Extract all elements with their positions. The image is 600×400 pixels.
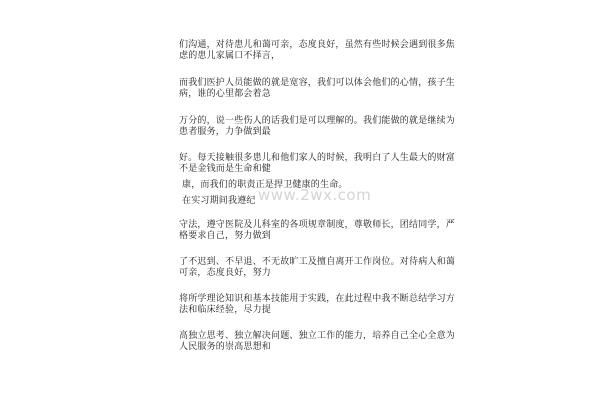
text-line: 康，而我们的职责正是捍卫健康的生命。 bbox=[182, 180, 348, 190]
text-line: 在实习期间我遵纪 bbox=[182, 196, 256, 206]
text-line: 患者服务，力争做到最 bbox=[179, 127, 272, 137]
text-line: 可亲，态度良好，努力 bbox=[179, 268, 272, 278]
text-line: 格要求自己，努力做到 bbox=[179, 231, 272, 241]
text-line: 病，谁的心里都会着急 bbox=[179, 89, 272, 99]
text-line: 人民服务的崇高思想和 bbox=[179, 342, 272, 352]
text-line: 们沟通，对待患儿和蔼可亲，态度良好，虽然有些时候会遇到很多焦 bbox=[179, 40, 456, 50]
text-line: 守法，遵守医院及儿科室的各项规章制度，尊敬师长，团结同学，严 bbox=[179, 220, 456, 230]
watermark: www.2wx.com bbox=[258, 186, 372, 204]
text-line: 将所学理论知识和基本技能用于实践，在此过程中我不断总结学习方 bbox=[179, 294, 456, 304]
text-line: 法和临床经验，尽力提 bbox=[179, 305, 272, 315]
text-line: 万分的，说一些伤人的话我们是可以理解的。我们能做的就是继续为 bbox=[179, 116, 456, 126]
text-line: 虑的患儿家属口不择言， bbox=[179, 51, 281, 61]
text-line: 好。每天接触很多患儿和他们家人的时候，我明白了人生最大的财富 bbox=[179, 153, 456, 163]
text-line: 不是金钱而是生命和健 bbox=[179, 164, 272, 174]
text-line: 高独立思考、独立解决问题、独立工作的能力，培养自己全心全意为 bbox=[179, 331, 456, 341]
text-line: 了不迟到、不早退、不无故旷工及擅自离开工作岗位。对待病人和蔼 bbox=[179, 257, 456, 267]
text-line: 而我们医护人员能做的就是宽容，我们可以体会他们的心情，孩子生 bbox=[179, 78, 456, 88]
